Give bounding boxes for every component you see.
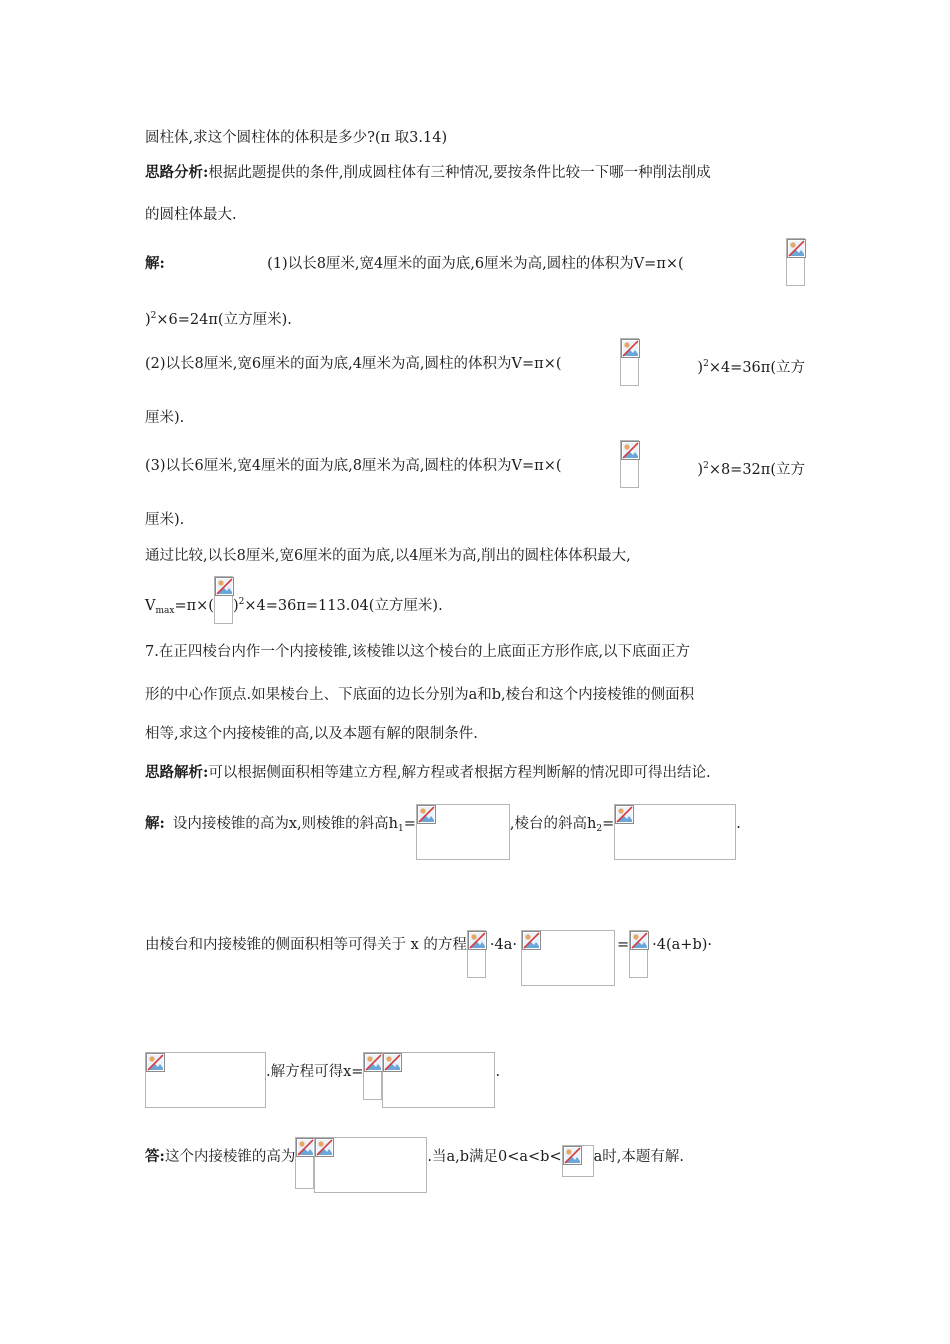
solution-3-result: ×8=32π(立方 bbox=[708, 462, 805, 478]
broken-image-icon bbox=[364, 1053, 383, 1072]
solution-3-text: (3)以长6厘米,宽4厘米的面为底,8厘米为高,圆柱的体积为V=π×( bbox=[145, 458, 562, 474]
solution-text: 设内接棱锥的高为x,则棱锥的斜高h bbox=[172, 816, 398, 832]
problem6-question-cont: 圆柱体,求这个圆柱体的体积是多少?(π 取3.14) bbox=[145, 130, 448, 146]
formula-image bbox=[145, 1052, 266, 1108]
answer-condition: .当a,b满足0<a<b< bbox=[427, 1149, 562, 1165]
formula-image bbox=[214, 576, 233, 624]
h2-subscript: 2 bbox=[596, 824, 603, 834]
formula-image bbox=[620, 440, 639, 488]
broken-image-icon bbox=[468, 931, 487, 950]
solution-label: 解: bbox=[145, 815, 165, 832]
problem6-solution-3 bbox=[145, 456, 805, 488]
broken-image-icon bbox=[563, 1146, 582, 1165]
problem6-solution-3-cont: 厘米). bbox=[145, 512, 185, 528]
broken-image-icon bbox=[522, 931, 541, 950]
problem7-answer bbox=[145, 1137, 684, 1193]
solution-2-result: ×4=36π(立方 bbox=[708, 360, 805, 376]
broken-image-icon bbox=[215, 577, 234, 596]
exponent: 2 bbox=[703, 461, 709, 471]
broken-image-icon bbox=[296, 1138, 315, 1157]
formula-image bbox=[382, 1052, 495, 1108]
problem7-solve bbox=[145, 1052, 500, 1108]
equals: = bbox=[617, 937, 630, 953]
equals: = bbox=[602, 816, 615, 832]
formula-image bbox=[629, 930, 648, 978]
formula-image bbox=[363, 1052, 382, 1100]
analysis-text: 可以根据侧面积相等建立方程,解方程或者根据方程判断解的情况即可得出结论. bbox=[208, 765, 711, 781]
formula-image bbox=[314, 1137, 427, 1193]
problem6-analysis-cont: 的圆柱体最大. bbox=[145, 207, 237, 223]
formula-image-h1 bbox=[416, 804, 510, 860]
broken-image-icon bbox=[383, 1053, 402, 1072]
answer-label: 答: bbox=[145, 1148, 165, 1165]
problem7-question-line3: 相等,求这个内接棱锥的高,以及本题有解的限制条件. bbox=[145, 726, 478, 742]
problem7-equation bbox=[145, 935, 712, 986]
broken-image-icon bbox=[146, 1053, 165, 1072]
formula-image bbox=[295, 1137, 314, 1189]
vmax-formula-start: =π×( bbox=[174, 598, 214, 614]
solution-2-text: (2)以长8厘米,宽6厘米的面为底,4厘米为高,圆柱的体积为V=π×( bbox=[145, 356, 562, 372]
problem6-solution-2-cont: 厘米). bbox=[145, 410, 185, 426]
solution-1-result: ×6=24π(立方厘米). bbox=[156, 312, 292, 328]
period: . bbox=[495, 1064, 501, 1080]
broken-image-icon bbox=[315, 1138, 334, 1157]
equation-text: 由棱台和内接棱锥的侧面积相等可得关于 x 的方程 bbox=[145, 937, 467, 953]
problem6-solution-1-cont bbox=[145, 306, 292, 330]
vmax-symbol: V bbox=[145, 598, 156, 614]
solve-text: .解方程可得x= bbox=[266, 1064, 364, 1080]
formula-image-h2 bbox=[614, 804, 736, 860]
formula-image bbox=[562, 1145, 594, 1177]
paren-close: ) bbox=[697, 462, 704, 478]
paren-close: ) bbox=[232, 598, 239, 614]
problem7-solution bbox=[145, 814, 741, 860]
solution-label: 解: bbox=[145, 255, 165, 272]
solution-1-text: (1)以长8厘米,宽4厘米的面为底,6厘米为高,圆柱的体积为V=π×( bbox=[267, 256, 684, 272]
problem6-solution-2 bbox=[145, 354, 805, 386]
equation-factor: ·4a· bbox=[489, 937, 517, 953]
answer-text: 这个内接棱锥的高为 bbox=[164, 1149, 296, 1165]
paren-close: ) bbox=[697, 360, 704, 376]
paren-close: ) bbox=[145, 312, 151, 328]
exponent: 2 bbox=[238, 597, 245, 607]
period: . bbox=[736, 816, 741, 832]
problem6-comparison: 通过比较,以长8厘米,宽6厘米的面为底,以4厘米为高,削出的圆柱体体积最大, bbox=[145, 548, 631, 564]
formula-image bbox=[786, 238, 805, 286]
broken-image-icon bbox=[615, 805, 634, 824]
broken-image-icon bbox=[417, 805, 436, 824]
broken-image-icon bbox=[787, 239, 806, 258]
answer-conclusion: a时,本题有解. bbox=[593, 1149, 684, 1165]
problem6-analysis bbox=[145, 163, 711, 183]
broken-image-icon bbox=[621, 441, 640, 460]
solution-text-2: ,棱台的斜高h bbox=[509, 816, 597, 832]
broken-image-icon bbox=[621, 339, 640, 358]
analysis-label: 思路解析: bbox=[145, 764, 209, 781]
formula-image bbox=[620, 338, 639, 386]
problem6-solution-1 bbox=[145, 254, 805, 286]
formula-image bbox=[521, 930, 615, 986]
equals: = bbox=[403, 816, 416, 832]
problem7-question-line2: 形的中心作顶点.如果棱台上、下底面的边长分别为a和b,棱台和这个内接棱锥的侧面积 bbox=[145, 687, 695, 703]
problem6-vmax bbox=[145, 592, 443, 624]
analysis-label: 思路分析: bbox=[145, 164, 209, 181]
h1-subscript: 1 bbox=[397, 824, 404, 834]
broken-image-icon bbox=[630, 931, 649, 950]
problem7-question-line1: 7.在正四棱台内作一个内接棱锥,该棱锥以这个棱台的上底面正方形作底,以下底面正方 bbox=[145, 644, 691, 660]
vmax-result: ×4=36π=113.04(立方厘米). bbox=[244, 598, 443, 614]
analysis-text: 根据此题提供的条件,削成圆柱体有三种情况,要按条件比较一下哪一种削法削成 bbox=[208, 165, 711, 181]
vmax-subscript: max bbox=[155, 606, 175, 616]
exponent: 2 bbox=[150, 311, 157, 321]
exponent: 2 bbox=[703, 359, 709, 369]
formula-image bbox=[467, 930, 486, 978]
equation-factor-2: ·4(a+b)· bbox=[652, 937, 712, 953]
problem7-analysis bbox=[145, 763, 711, 783]
